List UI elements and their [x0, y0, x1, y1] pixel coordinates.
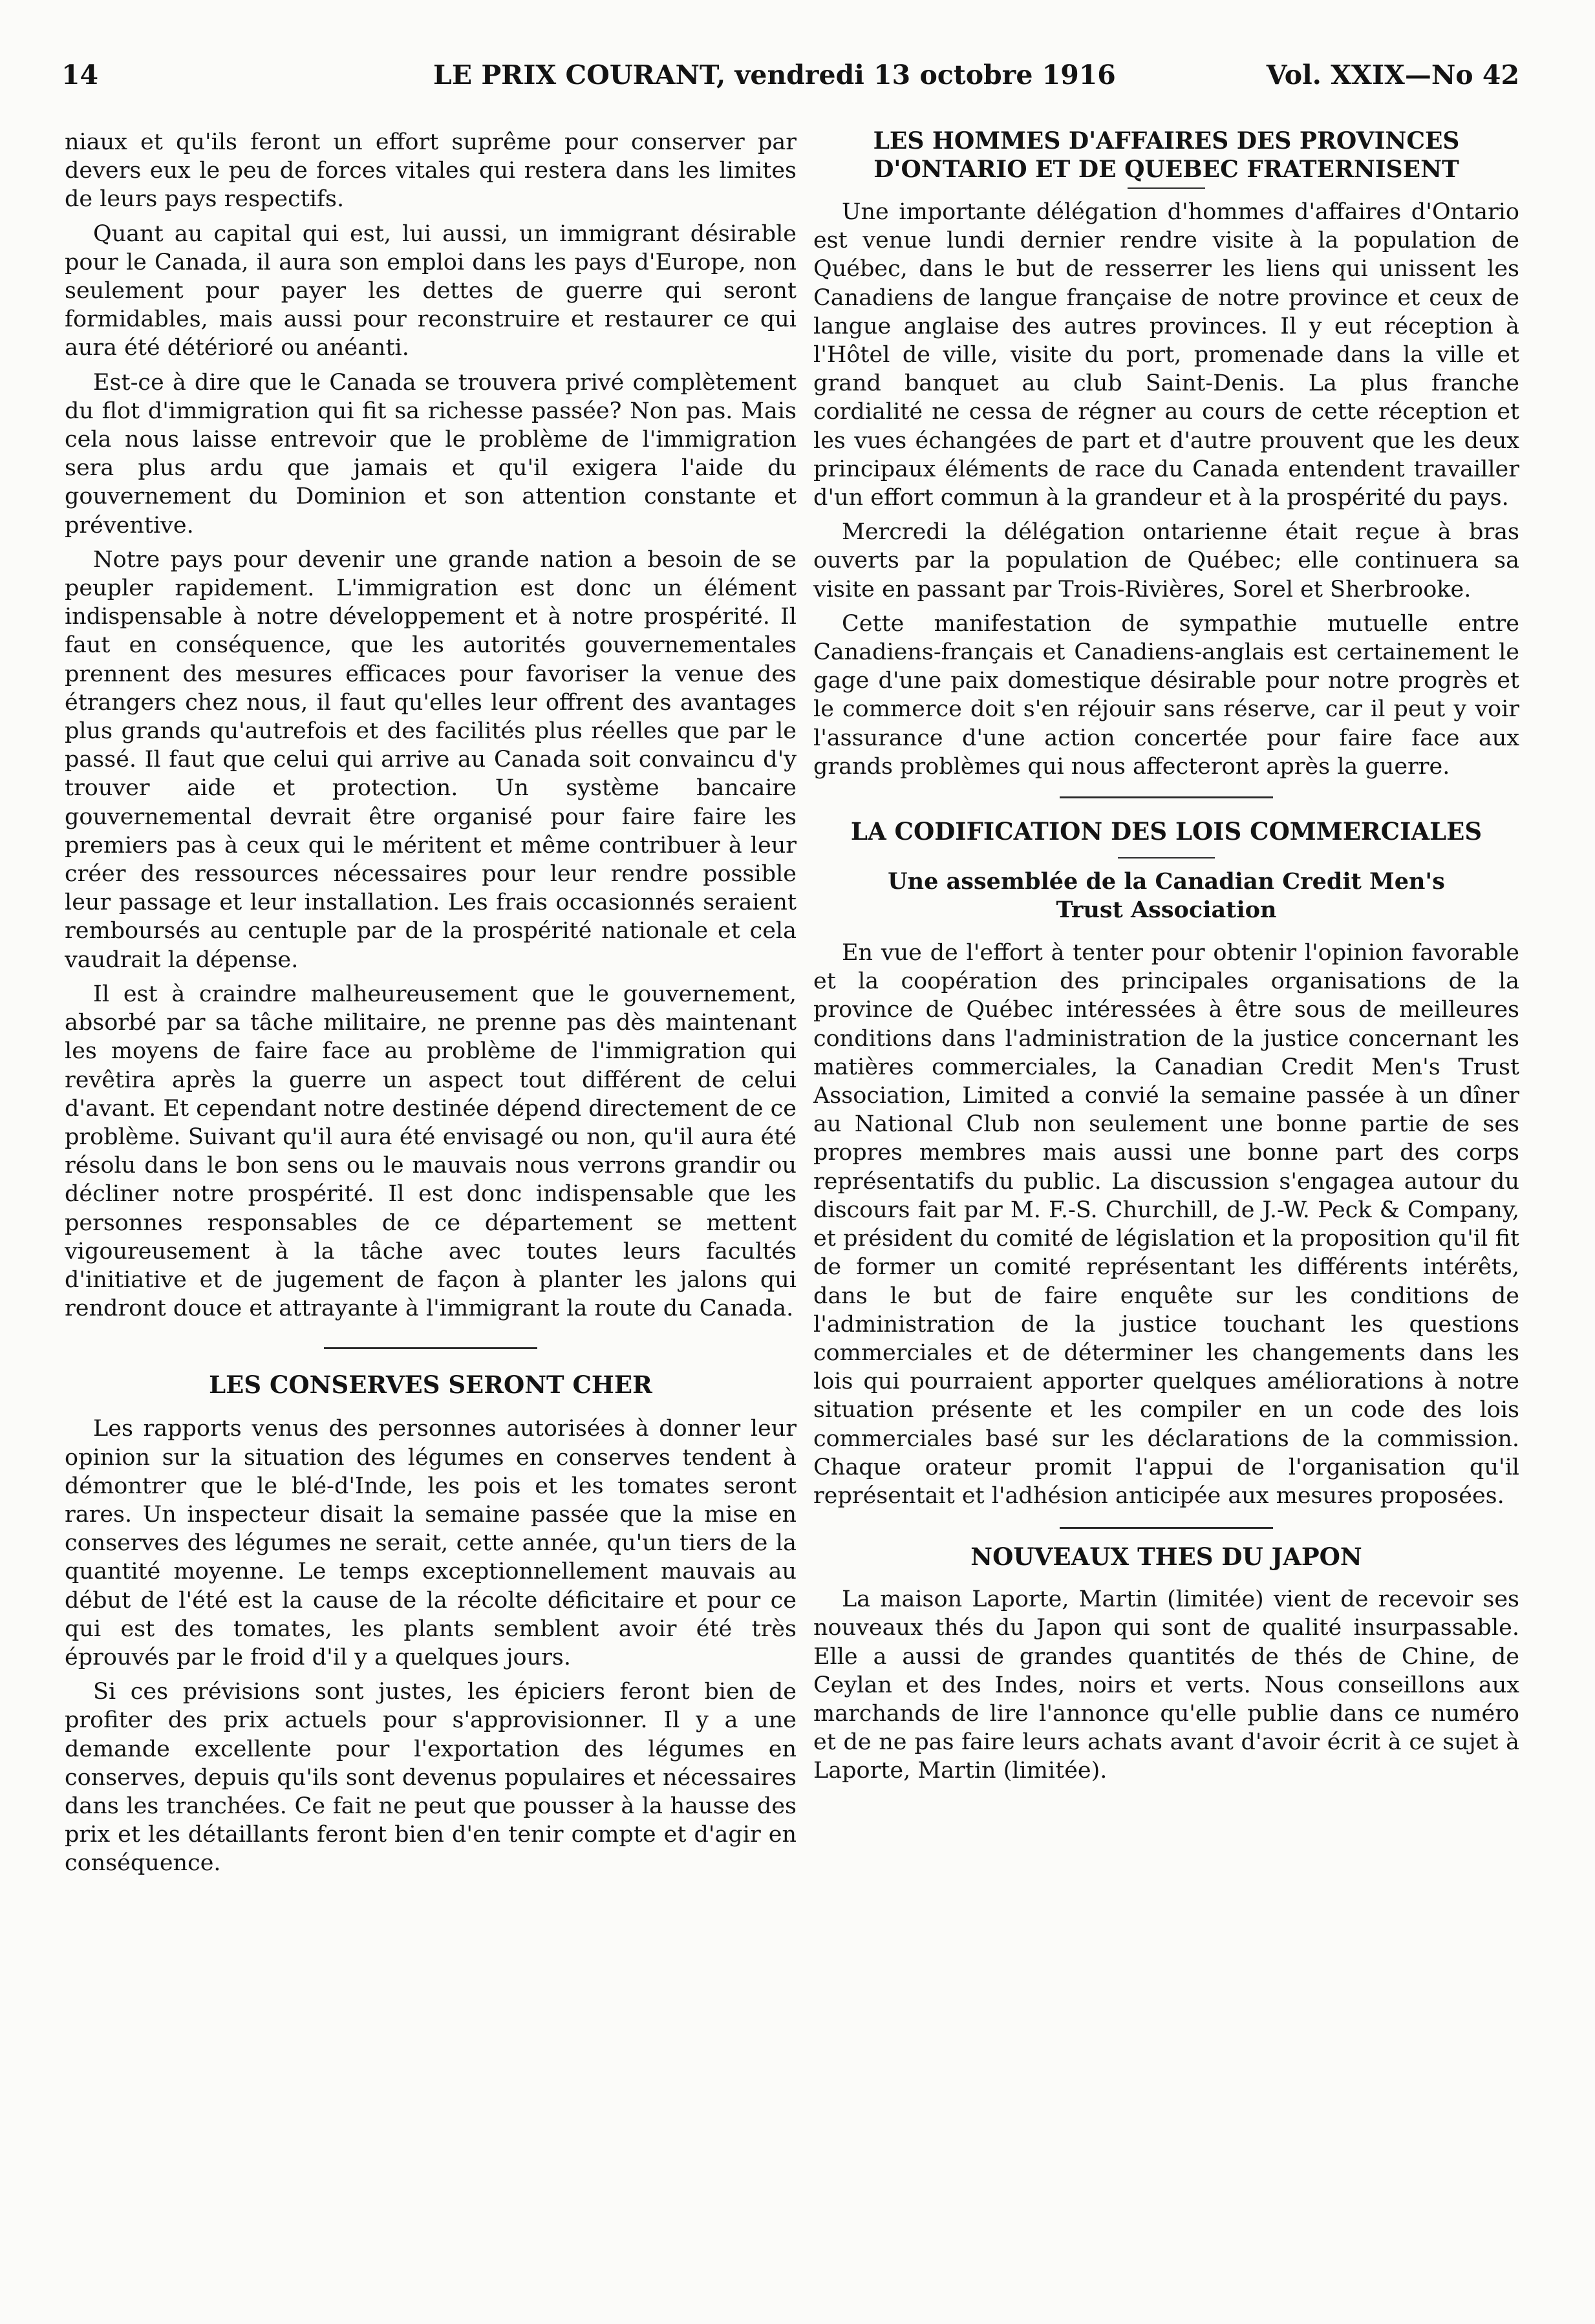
headline-thes-japon: NOUVEAUX THES DU JAPON — [970, 1542, 1362, 1572]
headline-codification: LA CODIFICATION DES LOIS COMMERCIALES — [850, 817, 1483, 846]
page-header — [52, 59, 1519, 105]
article-paragraph: Les rapports venus des personnes autorisées à donner leur opinion sur la situation des légumes en conserves tendent à démontrer que le blé-d'Inde, les pois et les tomates seront rares. Un inspecteur disait la semaine passée que la mise en conserves des légumes ne serait, cette année, qu'un tiers de la quantité moyenne. Le temps exceptionnellement mauvais au début de l'été est la cause de la récolte déficitaire et pour ce qui est des tomates, les plants semblent avoir été très éprouvés par le froid d'il y a quelques jours. — [65, 1416, 797, 1670]
article-paragraph: Une importante délégation d'hommes d'affaires d'Ontario est venue lundi dernier rendre visite à la population de Québec, dans le but de resserrer les liens qui unissent les Canadiens de langue française de notre province et ceux de langue anglaise des autres provinces. Il y eut réception à l'Hôtel de ville, visite du port, promenade dans la ville et grand banquet au club Saint-Denis. La plus franche cordialité ne cessa de régner au cours de cette réception et les vues échangées de part et d'autre prouvent que les deux principaux éléments de race du Canada entendent travailler d'un effort commun à la grandeur et à la prospérité du pays. — [813, 199, 1519, 511]
article-paragraph: niaux et qu'ils feront un effort suprême pour conserver par devers eux le peu de forces vitales qui restera dans les limites de leurs pays respectifs. — [65, 129, 797, 213]
left-column — [65, 128, 797, 1878]
page-number: 14 — [61, 59, 99, 91]
headline-conserves: LES CONSERVES SERONT CHER — [209, 1370, 652, 1400]
article-paragraph: Si ces prévisions sont justes, les épiciers feront bien de profiter des prix actuels pour s'approvisionner. Il y a une demande excellente pour l'exportation des légumes en conserves, depuis qu'ils sont devenus populaires et nécessaires dans les tranchées. Ce fait ne peut que pousser à la hausse des prix et les détaillants feront bien d'en tenir compte et d'agir en conséquence. — [65, 1679, 797, 1877]
article-paragraph: Mercredi la délégation ontarienne était reçue à bras ouverts par la population de Québec; elle continuera sa visite en passant par Trois-Rivières, Sorel et Sherbrooke. — [813, 519, 1519, 602]
article-paragraph: Il est à craindre malheureusement que le gouvernement, absorbé par sa tâche militaire, ne prenne pas dès maintenant les moyens de faire face au problème de l'immigration qui revêtira après la guerre un aspect tout différent de celui d'avant. Et cependant notre destinée dépend directement de ce problème. Suivant qu'il aura été envisagé ou non, qu'il aura été résolu dans le bon sens ou le mauvais nous verrons grandir ou décliner notre prospérité. Il est donc indispensable que les personnes responsables de ce département se mettent vigoureusement à la tâche avec toutes leurs facultés d'initiative et de jugement de façon à planter les jalons qui rendront douce et attrayante à l'immigrant la route du Canada. — [65, 981, 797, 1322]
article-paragraph: La maison Laporte, Martin (limitée) vient de recevoir ses nouveaux thés du Japon qui sont de qualité insurpassable. Elle a aussi de grandes quantités de thés de Chine, de Ceylan et des Indes, noirs et verts. Nous conseillons aux marchands de lire l'annonce qu'elle publie dans ce numéro et de ne pas faire leurs achats avant d'avoir écrit à ce sujet à Laporte, Martin (limitée). — [813, 1586, 1519, 1784]
headline-hommes-affaires: LES HOMMES D'AFFAIRES DES PROVINCES D'ONTARIO ET DE QUEBEC FRATERNISENT — [873, 127, 1460, 183]
right-column — [813, 127, 1519, 1786]
article-paragraph: En vue de l'effort à tenter pour obtenir l'opinion favorable et la coopération des principales organisations de la province de Québec intéressées à être sous de meilleures conditions dans l'administration de la justice concernant les matières commerciales, la Canadian Credit Men's Trust Association, Limited a convié la semaine passée à un dîner au National Club non seulement une bonne partie de ses propres membres mais aussi une bonne part des corps représentatifs du public. La discussion s'engagea autour du discours fait par M. F.-S. Churchill, de J.-W. Peck & Company, et président du comité de législation et la proposition qu'il fit de former un comité représentant les différents intérêts, dans le but de faire enquête sur les conditions de l'administration de la justice touchant les questions commerciales et de déterminer les changements dans les lois qui pourraient apporter quelques améliorations à notre situation présente et les compiler en un code des lois commerciales basé sur les déclarations de la commission. Chaque orateur promit l'appui de l'organisation qu'il représentait et l'adhésion anticipée aux mesures proposées. — [813, 940, 1519, 1509]
volume-number: Vol. XXIX—No 42 — [1266, 59, 1519, 91]
newspaper-title: LE PRIX COURANT, vendredi 13 octobre 1916 — [433, 59, 1116, 91]
article-paragraph: Quant au capital qui est, lui aussi, un immigrant désirable pour le Canada, il aura son emploi dans les pays d'Europe, non seulement pour payer les dettes de guerre qui seront formidables, mais aussi pour reconstruire et restaurer ce qui aura été détérioré ou anéanti. — [65, 220, 797, 361]
article-paragraph: Est-ce à dire que le Canada se trouvera privé complètement du flot d'immigration qui fit sa richesse passée? Non pas. Mais cela nous laisse entrevoir que le problème de l'immigration sera plus ardu que jamais et qu'il exigera l'aide du gouvernement du Dominion et son attention constante et préventive. — [65, 369, 797, 538]
article-paragraph: Notre pays pour devenir une grande nation a besoin de se peupler rapidement. L'immigration est donc un élément indispensable à notre développement et à notre prospérité. Il faut en conséquence, que les autorités gouvernementales prennent des mesures efficaces pour favoriser la venue des étrangers chez nous, il faut qu'elles leur offrent des avantages plus grands qu'autrefois et des facilités plus réelles que par le passé. Il faut que celui qui arrive au Canada soit convaincu d'y trouver aide et protection. Un système bancaire gouvernemental devrait être organisé pour faire faire les premiers pas à ceux qui le méritent et même contribuer à leur créer des ressources nécessaires pour leur rendre possible leur passage et leur installation. Les frais occasionnés seraient remboursés au centuple par de la prospérité nationale et cela vaudrait la dépense. — [65, 546, 797, 973]
article-paragraph: Cette manifestation de sympathie mutuelle entre Canadiens-français et Canadiens-anglais est certainement le gage d'une paix domestique désirable pour notre progrès et le commerce doit s'en réjouir sans réserve, car il peut y voir l'assurance d'une action concertée pour faire face aux grands problèmes qui nous affecteront après la guerre. — [813, 610, 1519, 780]
subheadline-codification: Une assemblée de la Canadian Credit Men's Trust Association — [888, 868, 1445, 924]
